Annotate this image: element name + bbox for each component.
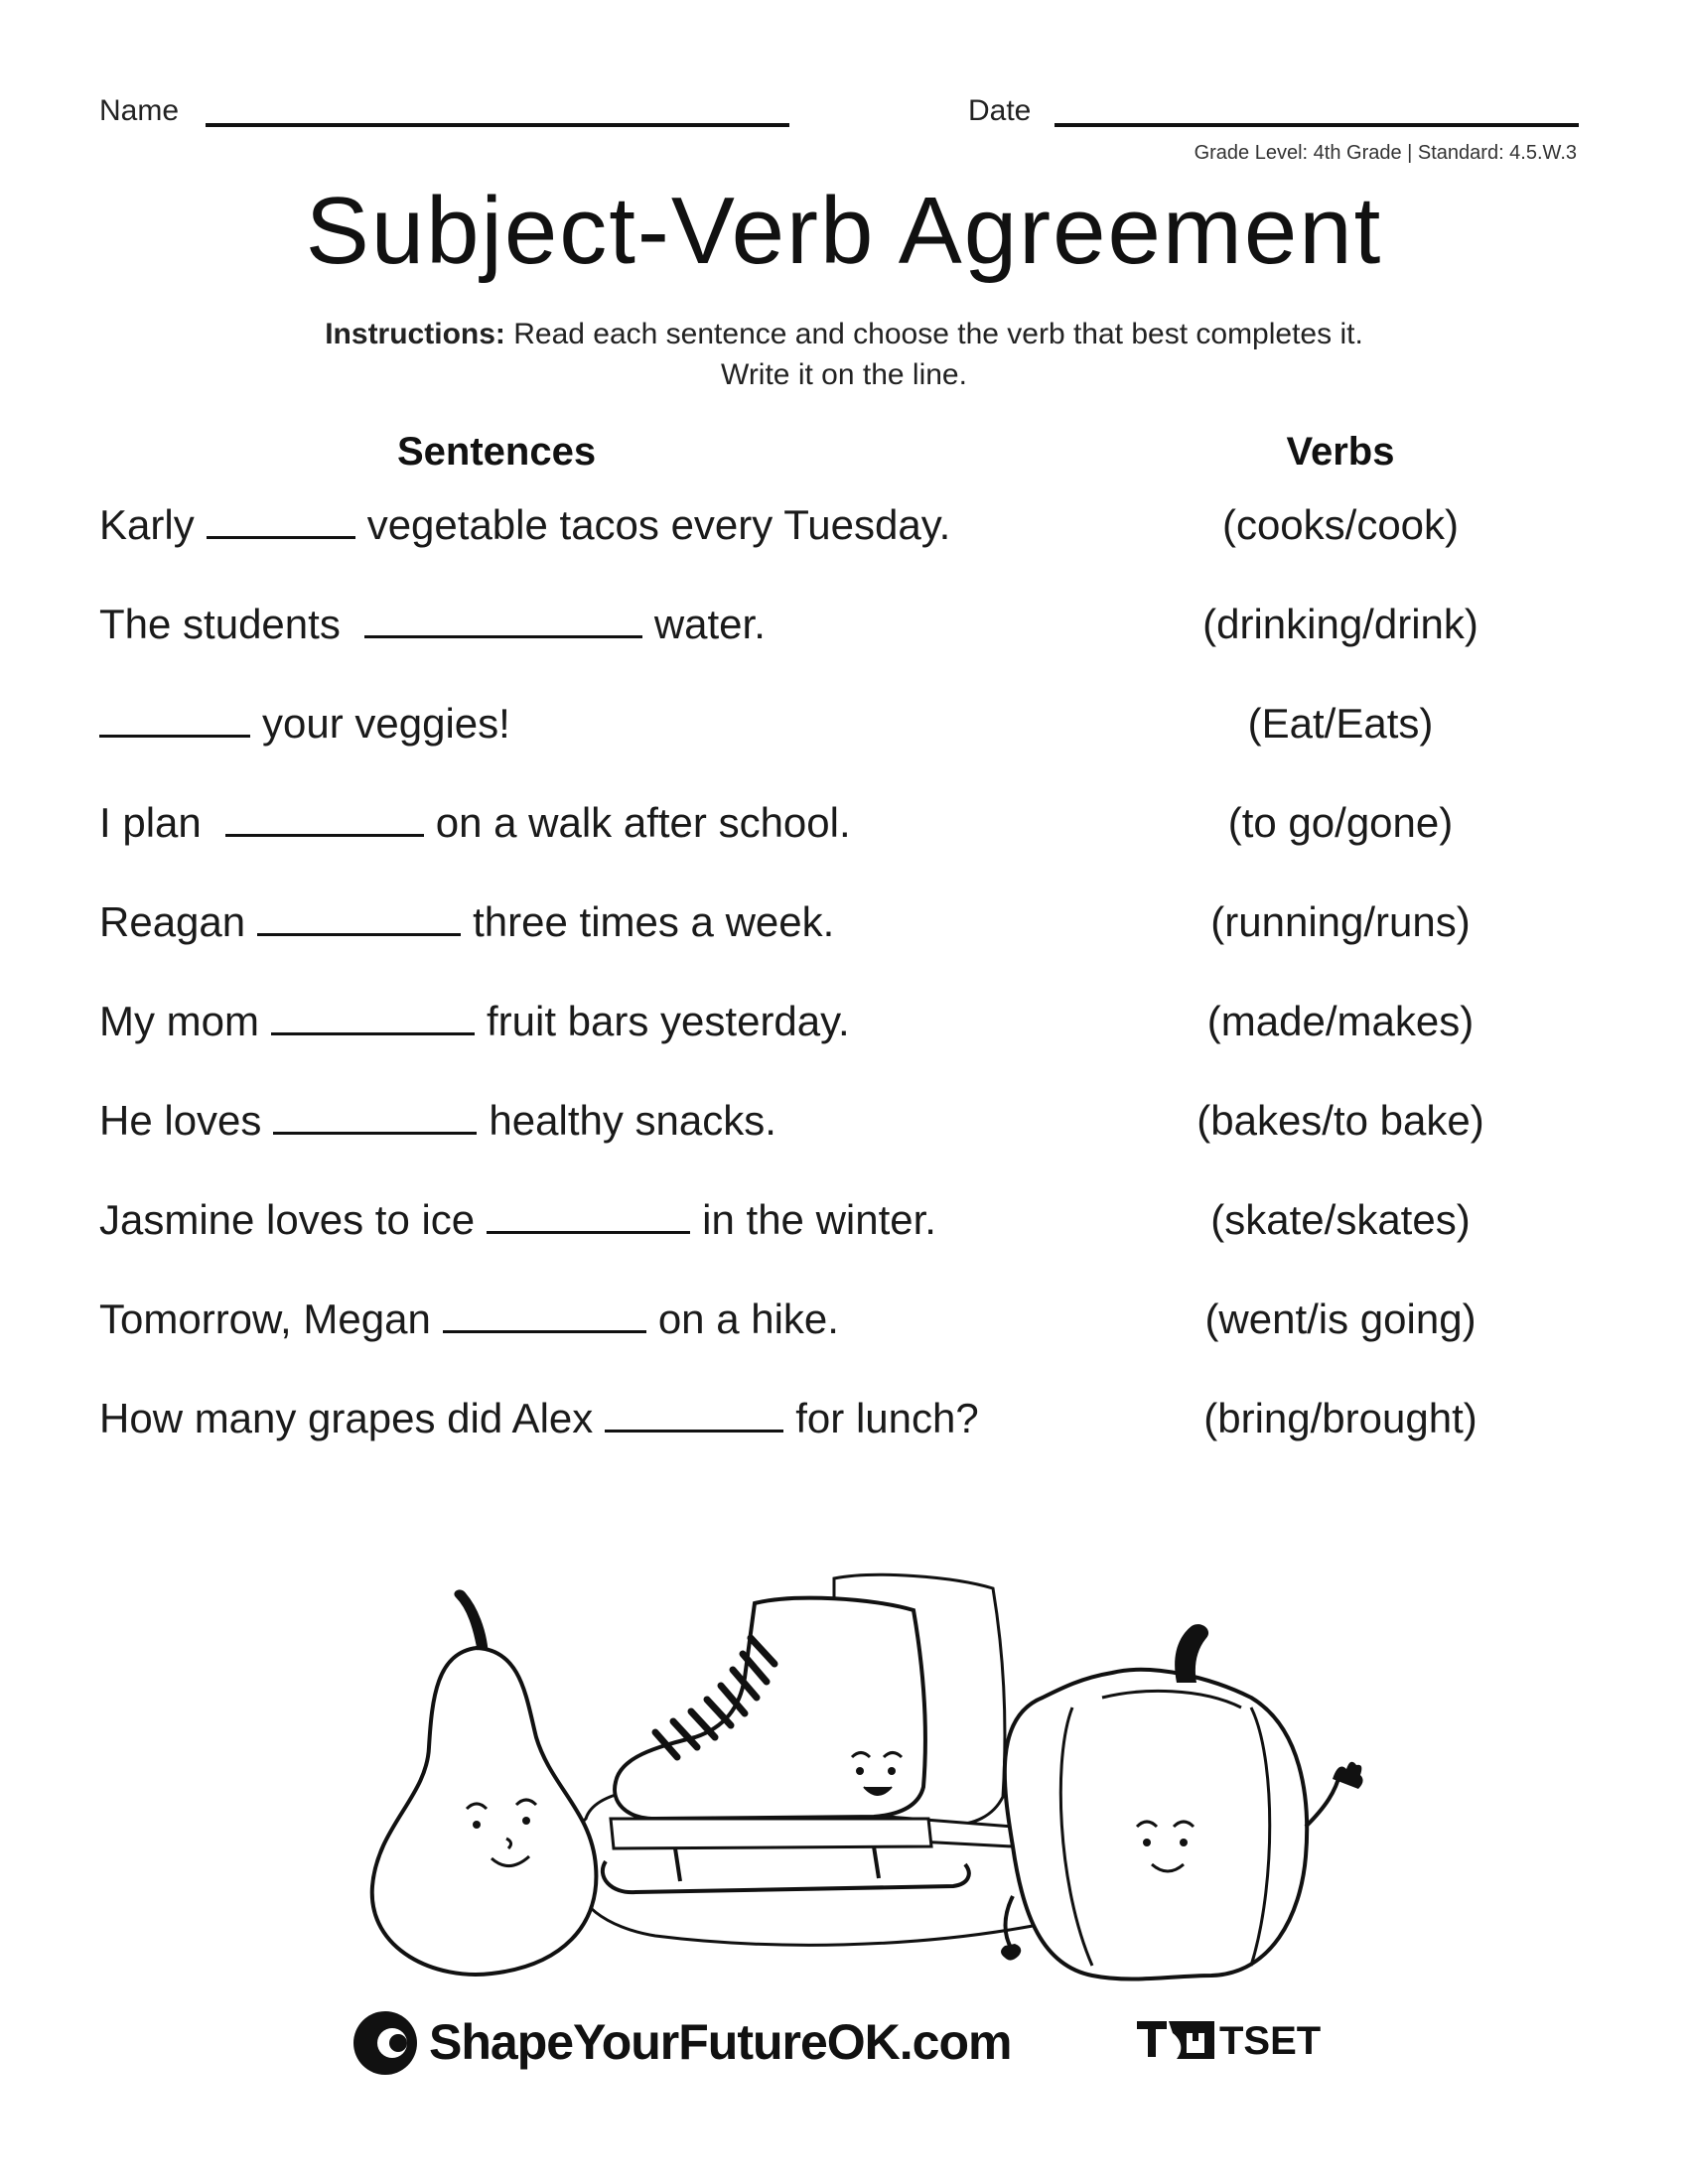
answer-blank[interactable] — [207, 502, 355, 539]
verb-choices-1: (cooks/cook) — [1221, 501, 1460, 548]
verb-choices-2: (drinking/drink) — [1202, 601, 1478, 647]
verb-choices-3: (Eat/Eats) — [1247, 700, 1434, 747]
instructions — [199, 314, 1489, 395]
sentence-before: My mom — [99, 998, 259, 1044]
pear-character-icon — [372, 1591, 597, 1975]
verb-choices-10: (bring/brought) — [1203, 1395, 1477, 1441]
sentence-after: on a walk after school. — [435, 799, 851, 846]
sentence-row-7 — [99, 1097, 776, 1145]
shape-your-future-logo-icon — [352, 2010, 418, 2076]
sentence-before: How many grapes did Alex — [99, 1395, 594, 1441]
sentence-after: vegetable tacos every Tuesday. — [366, 501, 951, 548]
sentence-row-6 — [99, 998, 850, 1045]
tset-logo-icon — [1137, 2019, 1214, 2061]
sentence-after: three times a week. — [473, 898, 835, 945]
sentence-row-8 — [99, 1196, 936, 1244]
verb-choices-4: (to go/gone) — [1227, 799, 1454, 846]
verb-choices-7: (bakes/to bake) — [1196, 1097, 1484, 1144]
sentence-row-1 — [99, 501, 950, 549]
answer-blank[interactable] — [487, 1197, 690, 1234]
sentence-row-5 — [99, 898, 834, 946]
verb-choices-6: (made/makes) — [1206, 998, 1475, 1044]
sentence-before: He loves — [99, 1097, 262, 1144]
sentence-before: I plan — [99, 799, 202, 846]
sentence-after: healthy snacks. — [489, 1097, 776, 1144]
answer-blank[interactable] — [605, 1396, 783, 1433]
sentence-after: for lunch? — [795, 1395, 979, 1441]
grade-standard-info: Grade Level: 4th Grade | Standard: 4.5.W.3 — [1194, 142, 1577, 164]
instructions-line-2: Write it on the line. — [721, 358, 967, 391]
name-field-line[interactable] — [206, 123, 789, 127]
sentence-before: Jasmine loves to ice — [99, 1196, 476, 1243]
sentence-before: Tomorrow, Megan — [99, 1296, 431, 1342]
sentence-after: fruit bars yesterday. — [487, 998, 850, 1044]
instructions-line-1: Read each sentence and choose the verb that best completes it. — [513, 318, 1363, 350]
page-title: Subject-Verb Agreement — [305, 178, 1383, 284]
sentence-before: Reagan — [99, 898, 246, 945]
bell-pepper-character-icon — [1001, 1624, 1363, 1979]
sentences-column-header: Sentences — [397, 430, 597, 474]
answer-blank[interactable] — [443, 1297, 646, 1333]
date-field-line[interactable] — [1055, 123, 1579, 127]
sentence-row-10 — [99, 1395, 979, 1442]
name-label: Name — [99, 94, 180, 127]
sentence-after: on a hike. — [657, 1296, 839, 1342]
sentence-after: water. — [653, 601, 766, 647]
answer-blank[interactable] — [273, 1098, 477, 1135]
answer-blank[interactable] — [257, 899, 461, 936]
verbs-column-header: Verbs — [1286, 430, 1395, 474]
verb-choices-8: (skate/skates) — [1210, 1196, 1471, 1243]
sentence-row-9 — [99, 1296, 839, 1343]
answer-blank[interactable] — [99, 701, 250, 738]
verb-choices-9: (went/is going) — [1204, 1296, 1477, 1342]
sentence-before: Karly — [99, 501, 195, 548]
answer-blank[interactable] — [225, 800, 424, 837]
sentence-after: in the winter. — [702, 1196, 936, 1243]
sentence-row-3 — [99, 700, 510, 748]
sentence-before: The students — [99, 601, 341, 647]
website-url: ShapeYourFutureOK.com — [429, 2014, 1012, 2070]
answer-blank[interactable] — [364, 602, 642, 638]
instructions-label: Instructions: — [325, 318, 505, 350]
sentence-row-4 — [99, 799, 851, 847]
answer-blank[interactable] — [271, 999, 475, 1035]
sentence-after: your veggies! — [262, 700, 510, 747]
partner-name: TSET — [1219, 2019, 1322, 2063]
date-label: Date — [968, 94, 1032, 127]
illustration — [357, 1559, 1410, 1995]
verb-choices-5: (running/runs) — [1210, 898, 1471, 945]
sentence-row-2 — [99, 601, 766, 648]
